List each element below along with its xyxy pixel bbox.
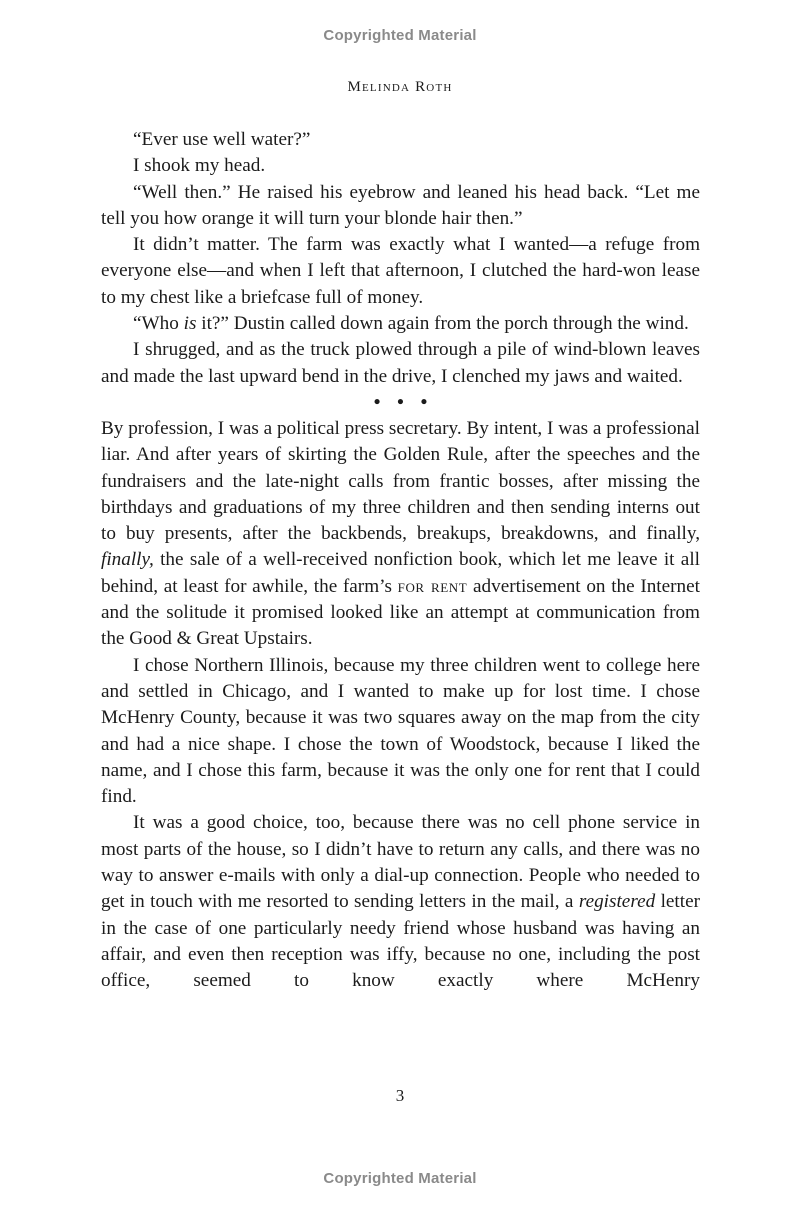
italic-emphasis: is (183, 313, 197, 335)
dialogue-paragraph: “Ever use well water?” (133, 129, 311, 150)
text-run: By profession, I was a political press secretary. By intent, I was a professional liar. And after years of skirting the Golden Rule, after the speeches and the fundraisers and the late-night calls from frantic bosses, after missing the birthdays and graduations of my three children and then sending interns out to buy presents, after the backbends, breakups, breakdowns, and finally, (101, 417, 700, 545)
italic-emphasis: registered (578, 891, 656, 913)
copyright-watermark-bottom: Copyrighted Material (323, 1170, 477, 1187)
body-paragraph: I shrugged, and as the truck plowed through a pile of wind-blown leaves and made the last upward bend in the drive, I clenched my jaws and waited. (101, 339, 700, 387)
copyright-watermark-top: Copyrighted Material (323, 27, 477, 44)
dialogue-paragraph (101, 311, 700, 337)
section-opening-paragraph (101, 416, 700, 653)
body-paragraph: I shook my head. (133, 155, 266, 177)
body-paragraph: It didn’t matter. The farm was exactly what I wanted—a refuge from everyone else—and when I left that afternoon, I clutched the hard-won lease to my chest like a briefcase full of money. (101, 234, 700, 308)
body-paragraph: I chose Northern Illinois, because my three children went to college here and settled in Chicago, and I wanted to make up for lost time. I chose McHenry County, because it was two squares away on the map from the city and had a nice shape. I chose the town of Woodstock, because I liked the name, and I chose this farm, because it was the only one for rent that I could find. (101, 654, 700, 808)
page-number: 3 (395, 1086, 405, 1105)
text-run: “Who (133, 313, 184, 335)
dialogue-paragraph: “Well then.” He raised his eyebrow and leaned his head back. “Let me tell you how orange it will turn your blonde hair then.” (101, 181, 700, 229)
text-run: letter in the case of one particularly needy friend whose husband was having an affair, and even then reception was iffy, because no one, including the post office, seemed to know exactly where McHenry (101, 891, 701, 992)
text-run: advertisement on the Internet and the solitude it promised looked like an attempt at communication from the Good & Great Upstairs. (101, 575, 700, 650)
body-paragraph (101, 810, 700, 994)
running-head-author: Melinda Roth (347, 79, 453, 95)
italic-emphasis: finally, (101, 549, 154, 571)
text-run: It was a good choice, too, because there was no cell phone service in most parts of the house, so I didn’t have to return any calls, and there was no way to answer e-mails with only a dial-up connection. People who needed to get in touch with me resorted to sending letters in the mail, a (101, 812, 700, 913)
text-run: it?” Dustin called down again from the porch through the wind. (196, 313, 689, 335)
small-caps-text: for rent (397, 575, 468, 597)
scene-break-ornament: • • • (373, 391, 434, 413)
text-run: the sale of a well-received nonfiction book, which let me leave it all behind, at least for awhile, the farm’s (101, 549, 700, 597)
page-body-text (101, 127, 700, 995)
